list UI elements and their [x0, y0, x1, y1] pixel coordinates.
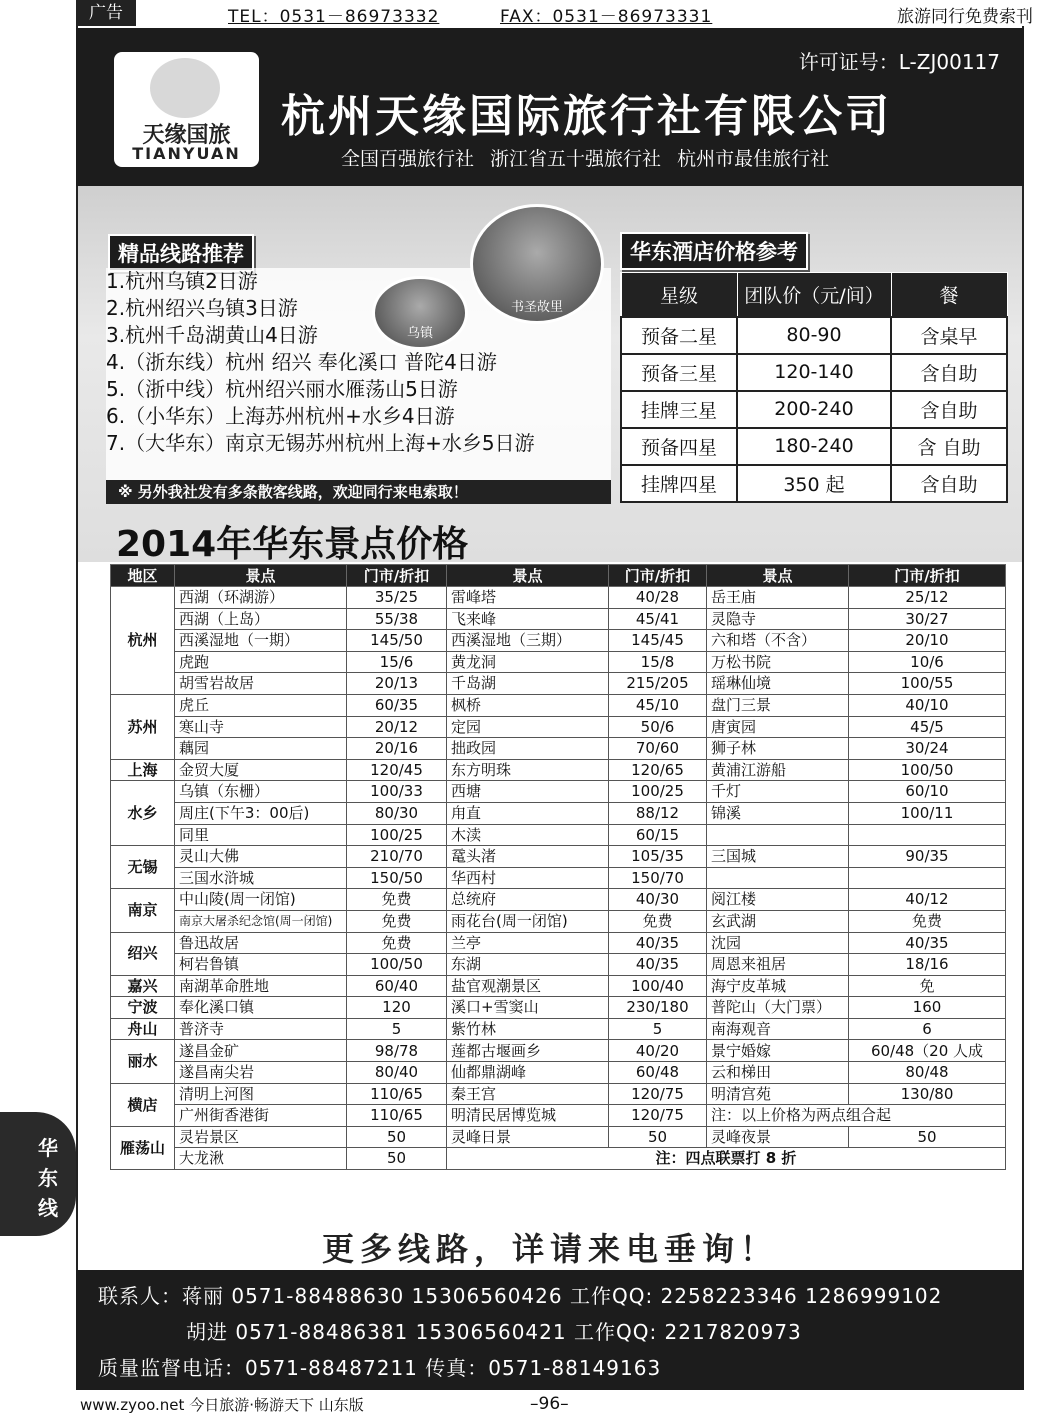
price-cell: 100/50	[347, 954, 447, 976]
hotel-col-meal: 餐	[891, 273, 1007, 317]
page-number: –96–	[530, 1394, 569, 1414]
spot-cell: 千灯	[707, 781, 849, 803]
spot-cell: 黄浦江游船	[707, 759, 849, 781]
spot-cell: 万松书院	[707, 651, 849, 673]
spot-cell: 瑶琳仙境	[707, 673, 849, 695]
table-row	[111, 1148, 1006, 1170]
hotel-row	[621, 465, 1007, 502]
price-cell: 210/70	[347, 846, 447, 868]
spot-cell: 三国城	[707, 846, 849, 868]
table-row	[111, 673, 1006, 695]
table-row	[111, 1040, 1006, 1062]
price-cell: 160	[849, 997, 1006, 1019]
spot-cell: 玄武湖	[707, 910, 849, 932]
table-row	[111, 1126, 1006, 1148]
spot-cell: 明清宫苑	[707, 1083, 849, 1105]
side-tab	[0, 1112, 76, 1236]
combo-note-cell: 注：以上价格为两点组合起	[707, 1105, 1006, 1127]
price-cell: 100/33	[347, 781, 447, 803]
table-row	[111, 716, 1006, 738]
price-cell: 215/205	[609, 673, 707, 695]
hotel-cell: 挂牌三星	[621, 391, 737, 428]
tel-number: TEL：0531－86973332	[228, 7, 440, 27]
hotel-row	[621, 428, 1007, 465]
spot-cell: 藕园	[175, 738, 347, 760]
spot-cell: 鲁迅故居	[175, 932, 347, 954]
price-cell: 免费	[347, 910, 447, 932]
spot-cell: 景宁婚嫁	[707, 1040, 849, 1062]
spot-cell: 莲都古堰画乡	[447, 1040, 609, 1062]
price-cell: 100/11	[849, 802, 1006, 824]
spot-cell: 枫桥	[447, 694, 609, 716]
company-name: 杭州天缘国际旅行社有限公司	[281, 91, 892, 142]
price-cell: 100/55	[849, 673, 1006, 695]
price-cell	[849, 824, 1006, 846]
price-cell: 50/6	[609, 716, 707, 738]
price-cell: 70/60	[609, 738, 707, 760]
spot-cell: 普陀山（大门票）	[707, 997, 849, 1019]
region-cell: 丽水	[111, 1040, 175, 1083]
spot-cell: 同里	[175, 824, 347, 846]
price-cell: 130/80	[849, 1083, 1006, 1105]
price-cell: 40/12	[849, 889, 1006, 911]
spot-cell: 兰亭	[447, 932, 609, 954]
spot-cell: 灵峰日景	[447, 1126, 609, 1148]
price-cell: 40/20	[609, 1040, 707, 1062]
spot-cell: 西塘	[447, 781, 609, 803]
price-cell: 60/48	[609, 1062, 707, 1084]
price-cell: 150/70	[609, 867, 707, 889]
logo-cn: 天缘国旅	[142, 123, 231, 148]
hotel-cell: 80-90	[737, 317, 891, 354]
price-cell: 40/35	[849, 932, 1006, 954]
attraction-price-table	[110, 564, 1006, 1170]
price-cell: 60/15	[609, 824, 707, 846]
hotel-row	[621, 391, 1007, 428]
table-row	[111, 694, 1006, 716]
spot-cell: 黄龙洞	[447, 651, 609, 673]
price-cell: 120/45	[347, 759, 447, 781]
table-row	[111, 781, 1006, 803]
spot-cell: 溪口+雪窦山	[447, 997, 609, 1019]
company-header	[76, 28, 1024, 186]
spot-cell: 秦王宫	[447, 1083, 609, 1105]
region-cell: 嘉兴	[111, 975, 175, 997]
spot-cell: 柯岩鲁镇	[175, 954, 347, 976]
contact-line-3: 质量监督电话：0571-88487211 传真：0571-88149163	[98, 1356, 662, 1380]
hotel-cell: 预备四星	[621, 428, 737, 465]
spot-cell: 定园	[447, 716, 609, 738]
route-item: 4.（浙东线）杭州 绍兴 奉化溪口 普陀4日游	[106, 350, 497, 374]
spot-cell: 唐寅园	[707, 716, 849, 738]
table-row	[111, 1083, 1006, 1105]
region-cell: 无锡	[111, 846, 175, 889]
price-cell: 60/40	[347, 975, 447, 997]
spot-cell: 西湖（环湖游）	[175, 587, 347, 609]
spot-cell: 灵岩景区	[175, 1126, 347, 1148]
col-spot: 景点	[447, 565, 609, 587]
price-cell: 20/13	[347, 673, 447, 695]
prices-header-row	[111, 565, 1006, 587]
spot-cell: 广州街香港街	[175, 1105, 347, 1127]
region-cell: 雁荡山	[111, 1126, 175, 1169]
table-row	[111, 1105, 1006, 1127]
spot-cell: 虎跑	[175, 651, 347, 673]
fax-number: FAX：0531－86973331	[500, 7, 713, 27]
price-cell: 60/48（20 人成	[849, 1040, 1006, 1062]
side-tab-char: 东	[38, 1166, 58, 1190]
price-cell: 40/30	[609, 889, 707, 911]
spot-cell: 灵峰夜景	[707, 1126, 849, 1148]
price-cell: 免费	[347, 889, 447, 911]
price-cell: 15/8	[609, 651, 707, 673]
spot-cell: 奉化溪口镇	[175, 997, 347, 1019]
region-cell: 舟山	[111, 1018, 175, 1040]
price-cell: 98/78	[347, 1040, 447, 1062]
side-tab-char: 华	[38, 1136, 58, 1160]
region-cell: 上海	[111, 759, 175, 781]
price-cell: 10/6	[849, 651, 1006, 673]
table-row	[111, 1062, 1006, 1084]
spot-cell: 三国水浒城	[175, 867, 347, 889]
hotel-cell: 含桌早	[891, 317, 1007, 354]
table-row	[111, 889, 1006, 911]
ticket-note-cell: 注：四点联票打 8 折	[447, 1148, 1006, 1170]
col-spot: 景点	[175, 565, 347, 587]
table-row	[111, 867, 1006, 889]
route-item: 1.杭州乌镇2日游	[106, 269, 258, 293]
price-cell: 120/65	[609, 759, 707, 781]
region-cell: 横店	[111, 1083, 175, 1126]
price-cell: 55/38	[347, 608, 447, 630]
spot-cell: 云和梯田	[707, 1062, 849, 1084]
hotel-cell: 含自助	[891, 391, 1007, 428]
hotel-row	[621, 317, 1007, 354]
region-cell: 绍兴	[111, 932, 175, 975]
region-cell: 南京	[111, 889, 175, 932]
col-spot: 景点	[707, 565, 849, 587]
region-cell: 杭州	[111, 587, 175, 695]
table-row	[111, 608, 1006, 630]
wuzhen-caption: 乌镇	[406, 326, 433, 341]
hotel-cell: 挂牌四星	[621, 465, 737, 502]
spot-cell: 千岛湖	[447, 673, 609, 695]
hotel-row	[621, 354, 1007, 391]
price-cell: 60/35	[347, 694, 447, 716]
price-cell: 120	[347, 997, 447, 1019]
route-item: 2.杭州绍兴乌镇3日游	[106, 296, 298, 320]
spot-cell: 紫竹林	[447, 1018, 609, 1040]
table-row	[111, 975, 1006, 997]
spot-cell: 飞来峰	[447, 608, 609, 630]
region-cell: 水乡	[111, 781, 175, 846]
price-cell: 40/35	[609, 932, 707, 954]
hotel-price-table	[620, 272, 1008, 503]
spot-cell	[707, 824, 849, 846]
spot-cell: 周恩来祖居	[707, 954, 849, 976]
shusheng-photo	[470, 204, 604, 324]
region-cell: 苏州	[111, 694, 175, 759]
price-cell: 88/12	[609, 802, 707, 824]
spot-cell: 清明上河图	[175, 1083, 347, 1105]
wuzhen-photo	[372, 276, 468, 350]
spot-cell: 乌镇（东栅）	[175, 781, 347, 803]
hotel-col-price: 团队价（元/间）	[737, 273, 891, 317]
price-cell: 免费	[347, 932, 447, 954]
hotel-cell: 180-240	[737, 428, 891, 465]
spot-cell: 虎丘	[175, 694, 347, 716]
price-cell: 20/16	[347, 738, 447, 760]
company-logo	[114, 52, 259, 167]
routes-title: 精品线路推荐	[108, 234, 254, 272]
table-row	[111, 630, 1006, 652]
spot-cell: 六和塔（不含）	[707, 630, 849, 652]
spot-cell: 狮子林	[707, 738, 849, 760]
spot-cell: 南京大屠杀纪念馆(周一闭馆)	[175, 910, 347, 932]
hotel-cell: 含自助	[891, 465, 1007, 502]
price-cell: 120/75	[609, 1105, 707, 1127]
price-cell: 100/40	[609, 975, 707, 997]
price-cell: 40/10	[849, 694, 1006, 716]
hotel-cell: 预备二星	[621, 317, 737, 354]
price-cell: 110/65	[347, 1083, 447, 1105]
table-row	[111, 954, 1006, 976]
spot-cell: 木渎	[447, 824, 609, 846]
spot-cell: 岳王庙	[707, 587, 849, 609]
site-footer: www.zyoo.net 今日旅游·畅游天下 山东版	[80, 1396, 364, 1414]
more-routes-slogan: 更多线路，详请来电垂询！	[321, 1230, 778, 1268]
price-cell: 100/25	[347, 824, 447, 846]
spot-cell: 西溪湿地（三期）	[447, 630, 609, 652]
price-cell: 100/50	[849, 759, 1006, 781]
spot-cell: 明清民居博览城	[447, 1105, 609, 1127]
spot-cell: 海宁皮革城	[707, 975, 849, 997]
price-cell: 40/35	[609, 954, 707, 976]
price-cell: 120/75	[609, 1083, 707, 1105]
route-item: 6.（小华东）上海苏州杭州+水乡4日游	[106, 404, 455, 428]
price-cell: 45/10	[609, 694, 707, 716]
hotel-cell: 120-140	[737, 354, 891, 391]
spot-cell: 灵隐寺	[707, 608, 849, 630]
spot-cell: 寒山寺	[175, 716, 347, 738]
price-cell: 50	[609, 1126, 707, 1148]
table-row	[111, 932, 1006, 954]
spot-cell: 遂昌南尖岩	[175, 1062, 347, 1084]
price-cell: 45/41	[609, 608, 707, 630]
price-cell: 100/25	[609, 781, 707, 803]
spot-cell: 锦溪	[707, 802, 849, 824]
spot-cell: 周庄(下午3：00后)	[175, 802, 347, 824]
price-cell: 50	[347, 1148, 447, 1170]
spot-cell: 雨花台(周一闭馆)	[447, 910, 609, 932]
price-cell: 30/27	[849, 608, 1006, 630]
prices-title: 2014年华东景点价格	[116, 524, 469, 565]
price-cell: 110/65	[347, 1105, 447, 1127]
price-cell	[849, 867, 1006, 889]
price-cell: 40/28	[609, 587, 707, 609]
spot-cell: 大龙湫	[175, 1148, 347, 1170]
table-row	[111, 738, 1006, 760]
spot-cell: 沈园	[707, 932, 849, 954]
price-cell: 35/25	[347, 587, 447, 609]
free-catalog-label: 旅游同行免费索刊	[897, 7, 1033, 27]
price-cell: 免费	[849, 910, 1006, 932]
hotel-cell: 200-240	[737, 391, 891, 428]
col-price: 门市/折扣	[347, 565, 447, 587]
spot-cell: 西溪湿地（一期）	[175, 630, 347, 652]
spot-cell: 甪直	[447, 802, 609, 824]
table-row	[111, 846, 1006, 868]
routes-note: ※ 另外我社发有多条散客线路，欢迎同行来电索取！	[106, 480, 611, 504]
side-tab-char: 线	[38, 1196, 58, 1220]
col-price: 门市/折扣	[609, 565, 707, 587]
price-cell: 5	[347, 1018, 447, 1040]
price-cell: 20/10	[849, 630, 1006, 652]
spot-cell: 总统府	[447, 889, 609, 911]
spot-cell	[707, 867, 849, 889]
price-cell: 15/6	[347, 651, 447, 673]
hotel-cell: 含 自助	[891, 428, 1007, 465]
spot-cell: 南海观音	[707, 1018, 849, 1040]
table-row	[111, 910, 1006, 932]
spot-cell: 灵山大佛	[175, 846, 347, 868]
price-cell: 145/45	[609, 630, 707, 652]
price-cell: 25/12	[849, 587, 1006, 609]
table-row	[111, 651, 1006, 673]
table-row	[111, 759, 1006, 781]
hotel-col-star: 星级	[621, 273, 737, 317]
spot-cell: 东湖	[447, 954, 609, 976]
spot-cell: 遂昌金矿	[175, 1040, 347, 1062]
price-cell: 80/48	[849, 1062, 1006, 1084]
spot-cell: 鼋头渚	[447, 846, 609, 868]
price-cell: 60/10	[849, 781, 1006, 803]
hotel-cell: 含自助	[891, 354, 1007, 391]
price-cell: 50	[347, 1126, 447, 1148]
spot-cell: 中山陵(周一闭馆)	[175, 889, 347, 911]
spot-cell: 东方明珠	[447, 759, 609, 781]
company-honors: 全国百强旅行社 浙江省五十强旅行社 杭州市最佳旅行社	[341, 148, 830, 170]
top-bar	[0, 0, 1041, 26]
price-cell: 6	[849, 1018, 1006, 1040]
shusheng-caption: 书圣故里	[510, 300, 563, 315]
license-number: 许可证号：L-ZJ00117	[798, 50, 1000, 74]
price-cell: 105/35	[609, 846, 707, 868]
price-cell: 免费	[609, 910, 707, 932]
price-cell: 80/40	[347, 1062, 447, 1084]
spot-cell: 南湖革命胜地	[175, 975, 347, 997]
spot-cell: 盐官观潮景区	[447, 975, 609, 997]
spot-cell: 金贸大厦	[175, 759, 347, 781]
spot-cell: 华西村	[447, 867, 609, 889]
table-row	[111, 997, 1006, 1019]
price-cell: 20/12	[347, 716, 447, 738]
route-item: 3.杭州千岛湖黄山4日游	[106, 323, 318, 347]
col-price: 门市/折扣	[849, 565, 1006, 587]
hotel-title: 华东酒店价格参考	[620, 232, 808, 270]
contact-footer	[76, 1270, 1024, 1390]
price-cell: 50	[849, 1126, 1006, 1148]
price-cell: 150/50	[347, 867, 447, 889]
price-cell: 30/24	[849, 738, 1006, 760]
spot-cell: 盘门三景	[707, 694, 849, 716]
spot-cell: 雷峰塔	[447, 587, 609, 609]
price-cell: 145/50	[347, 630, 447, 652]
spot-cell: 胡雪岩故居	[175, 673, 347, 695]
table-row	[111, 824, 1006, 846]
table-row	[111, 1018, 1006, 1040]
ad-label: 广告	[76, 0, 136, 26]
route-item: 5.（浙中线）杭州绍兴丽水雁荡山5日游	[106, 377, 458, 401]
spot-cell: 西湖（上岛）	[175, 608, 347, 630]
logo-en: TIANYUAN	[132, 144, 241, 163]
price-cell: 45/5	[849, 716, 1006, 738]
contact-line-1: 联系人：蒋丽 0571-88488630 15306560426 工作QQ: 2258223346 1286999102	[98, 1284, 943, 1308]
col-region: 地区	[111, 565, 175, 587]
spot-cell: 仙都鼎湖峰	[447, 1062, 609, 1084]
price-cell: 80/30	[347, 802, 447, 824]
table-row	[111, 802, 1006, 824]
price-cell: 18/16	[849, 954, 1006, 976]
hotel-header-row	[621, 273, 1007, 317]
price-cell: 230/180	[609, 997, 707, 1019]
table-row	[111, 587, 1006, 609]
spot-cell: 拙政园	[447, 738, 609, 760]
price-cell: 免	[849, 975, 1006, 997]
spot-cell: 普济寺	[175, 1018, 347, 1040]
hotel-cell: 预备三星	[621, 354, 737, 391]
price-cell: 90/35	[849, 846, 1006, 868]
logo-emblem-icon	[150, 58, 220, 118]
route-item: 7.（大华东）南京无锡苏州杭州上海+水乡5日游	[106, 431, 535, 455]
price-cell: 5	[609, 1018, 707, 1040]
spot-cell: 阅江楼	[707, 889, 849, 911]
contact-line-2: 胡进 0571-88486381 15306560421 工作QQ: 2217820973	[186, 1320, 802, 1344]
hotel-cell: 350 起	[737, 465, 891, 502]
region-cell: 宁波	[111, 997, 175, 1019]
